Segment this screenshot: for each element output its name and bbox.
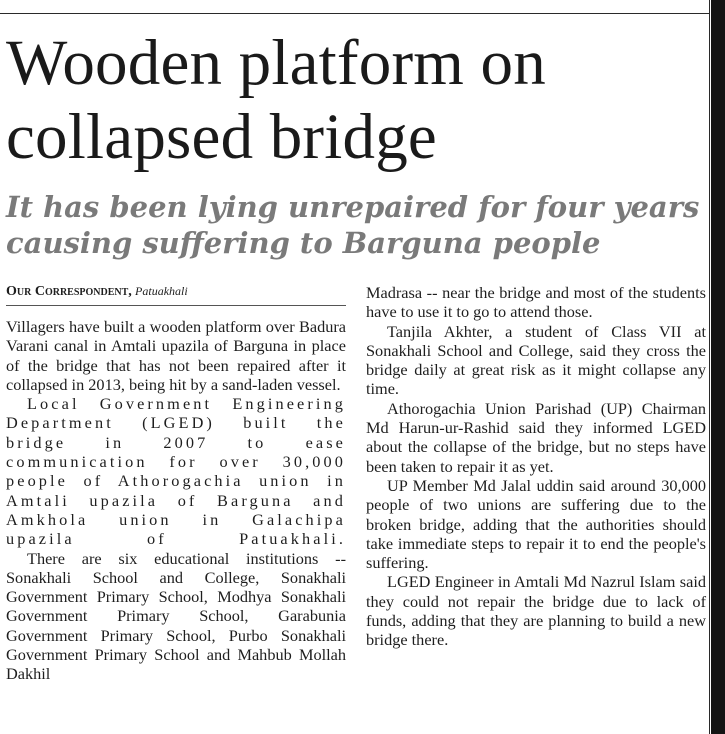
page-edge	[711, 0, 725, 734]
deck-line-1: It has been lying unrepaired for four years	[6, 190, 700, 224]
column-rule	[709, 0, 710, 734]
paragraph: Tanjila Akhter, a student of Class VII at Sonakhali School and College, said they cross the bridge daily at great risk as it might collapse any time.	[366, 321, 706, 399]
byline-rule	[6, 305, 346, 306]
paragraph: LGED Engineer in Amtali Md Nazrul Islam said they could not repair the bridge due to lack of funds, adding that they are planning to build a new bridge there.	[366, 572, 706, 650]
paragraph: Madrasa -- near the bridge and most of the students have to use it to go to attend those.	[366, 283, 706, 322]
headline-line-1: Wooden platform on	[6, 27, 546, 99]
article-column-2	[366, 283, 706, 650]
headline	[6, 26, 706, 174]
byline-place: Patuakhali	[135, 284, 188, 298]
headline-line-2: collapsed bridge	[6, 101, 437, 173]
byline	[6, 283, 346, 300]
paragraph: UP Member Md Jalal uddin said around 30,000 people of two unions are suffering due to the broken bridge, adding that the authorities should take immediate steps to repair it to end the people's suffering.	[366, 475, 706, 573]
top-rule	[0, 13, 709, 14]
paragraph: Local Government Engineering Department (LGED) built the bridge in 2007 to ease communication for over 30,000 people of Athorogachia union in Amtali upazila of Barguna and Amkhola union in Galachipa upazila of Patuakhali.	[6, 394, 346, 549]
deck-subheadline	[6, 189, 706, 261]
deck-line-2: causing suffering to Barguna people	[6, 226, 601, 260]
article-column-1	[6, 317, 346, 684]
paragraph: There are six educational institutions -- Sonakhali School and College, Sonakhali Government Primary School, Modhya Sonakhali Government Primary School, Garabunia Government Primary School, Purbo Sonakhali Government Primary School and Mahbub Mollah Dakhil	[6, 548, 346, 684]
paragraph: Villagers have built a wooden platform over Badura Varani canal in Amtali upazila of Barguna in place of the bridge that has not been repaired after it collapsed in 2013, being hit by a sand-laden vessel.	[6, 317, 346, 394]
byline-name: Our Correspondent,	[6, 284, 132, 299]
paragraph: Athorogachia Union Parishad (UP) Chairman Md Harun-ur-Rashid said they informed LGED about the collapse of the bridge, but no steps have been taken to repair it as yet.	[366, 398, 706, 476]
